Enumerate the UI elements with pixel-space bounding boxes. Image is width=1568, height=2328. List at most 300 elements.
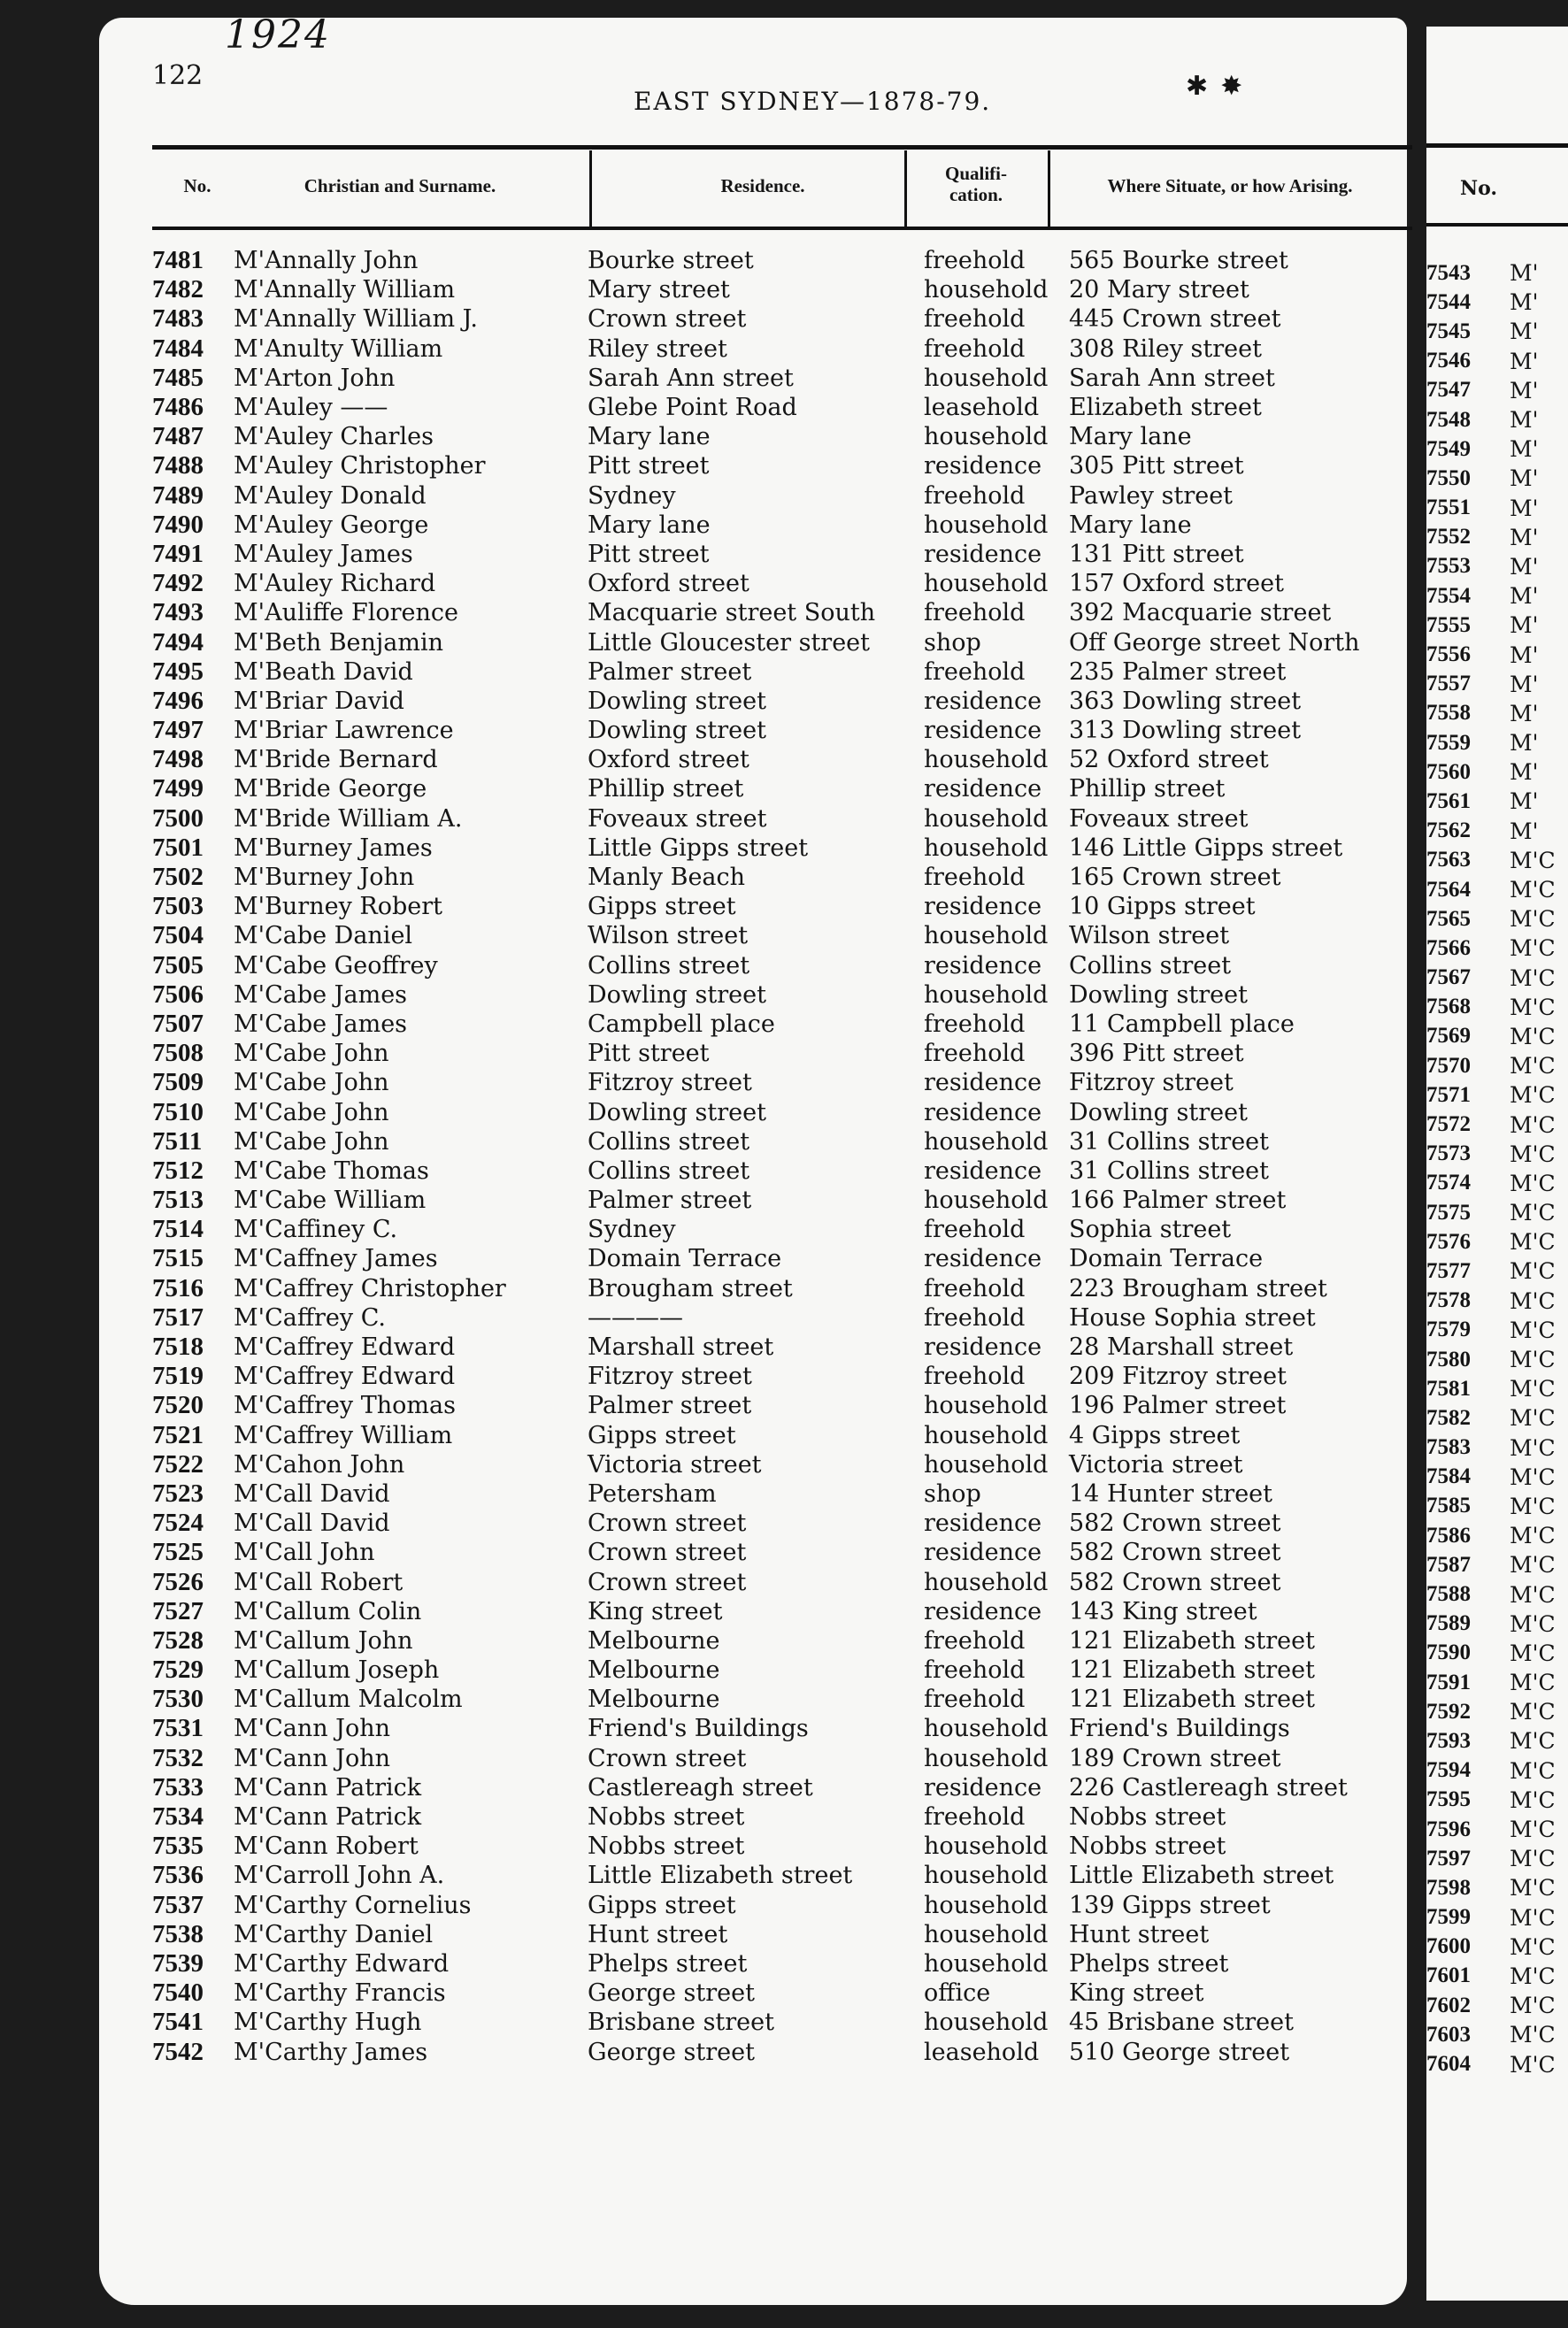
residence: Victoria street: [588, 1450, 762, 1479]
where-situate: 146 Little Gipps street: [1069, 834, 1343, 862]
entry-number: 7495: [152, 657, 204, 686]
qualification: residence: [924, 687, 1042, 715]
residence: Collins street: [588, 1156, 750, 1185]
qualification: shop: [924, 628, 981, 657]
entry-number: 7526: [152, 1567, 204, 1596]
entry-number: 7523: [152, 1479, 204, 1508]
header-top-rule: [152, 145, 1412, 150]
where-situate: 392 Macquarie street: [1069, 599, 1332, 627]
entry-number: 7490: [152, 510, 204, 539]
voter-name: M'Caffney James: [234, 1245, 438, 1273]
adjacent-name-fragment: M'C: [1510, 877, 1556, 903]
adjacent-row: [1426, 1991, 1568, 2020]
where-situate: Hunt street: [1069, 1920, 1210, 1948]
adjacent-row: [1426, 288, 1568, 317]
adjacent-row: [1426, 1639, 1568, 1668]
adjacent-name-fragment: M'C: [1510, 1111, 1556, 1138]
qualification: household: [924, 1949, 1049, 1978]
residence: Fitzroy street: [588, 1069, 752, 1097]
where-situate: 582 Crown street: [1069, 1510, 1281, 1538]
entry-number: 7497: [152, 716, 204, 745]
adjacent-entry-number: 7546: [1426, 349, 1471, 373]
table-row: [152, 804, 1426, 834]
table-row: [152, 1861, 1426, 1890]
residence: Gipps street: [588, 1421, 736, 1449]
where-situate: 131 Pitt street: [1069, 540, 1244, 568]
adjacent-entry-number: 7573: [1426, 1141, 1471, 1166]
entry-number: 7511: [152, 1126, 203, 1156]
voter-name: M'Bride George: [234, 775, 427, 803]
table-row: [152, 1891, 1426, 1920]
voter-name: M'Cabe John: [234, 1127, 389, 1156]
adjacent-row: [1426, 1668, 1568, 1697]
residence: Little Gipps street: [588, 834, 809, 862]
entry-number: 7510: [152, 1097, 204, 1126]
qualification: freehold: [924, 1363, 1026, 1391]
voter-name: M'Bride William A.: [234, 804, 463, 833]
residence: Dowling street: [588, 1098, 766, 1126]
voter-name: M'Cabe John: [234, 1040, 389, 1068]
adjacent-row: [1426, 1815, 1568, 1844]
voter-name: M'Cann Robert: [234, 1832, 419, 1861]
where-situate: 20 Mary street: [1069, 276, 1249, 304]
voter-name: M'Call John: [234, 1539, 375, 1567]
qualification: freehold: [924, 1626, 1026, 1655]
where-situate: 209 Fitzroy street: [1069, 1363, 1287, 1391]
table-row: [152, 951, 1426, 980]
voter-name: M'Cann John: [234, 1715, 391, 1743]
where-situate: Phillip street: [1069, 775, 1226, 803]
adjacent-entry-number: 7570: [1426, 1053, 1471, 1078]
adjacent-name-fragment: M'C: [1510, 1082, 1556, 1109]
table-row: [152, 1068, 1426, 1097]
adjacent-name-fragment: M'C: [1510, 1963, 1556, 1989]
where-situate: 10 Gipps street: [1069, 893, 1256, 921]
where-situate: Sarah Ann street: [1069, 364, 1275, 392]
entry-number: 7542: [152, 2037, 204, 2066]
header-qualification: Qualifi- cation.: [944, 163, 1007, 205]
table-row: [152, 1597, 1426, 1626]
adjacent-entry-number: 7554: [1426, 583, 1471, 608]
adjacent-row: [1426, 904, 1568, 934]
table-row: [152, 1127, 1426, 1156]
entry-number: 7531: [152, 1714, 204, 1743]
adjacent-name-fragment: M': [1510, 553, 1539, 580]
adjacent-header-bottom-rule: [1426, 223, 1568, 227]
qualification: freehold: [924, 1274, 1026, 1302]
adjacent-entry-number: 7601: [1426, 1963, 1471, 1988]
where-situate: 363 Dowling street: [1069, 687, 1302, 715]
voter-name: M'Auley ——: [234, 394, 388, 422]
adjacent-name-fragment: M'C: [1510, 1933, 1556, 1960]
residence: Fitzroy street: [588, 1363, 752, 1391]
table-row: [152, 1626, 1426, 1656]
adjacent-entry-number: 7567: [1426, 965, 1471, 990]
qualification: household: [924, 1392, 1049, 1420]
voter-name: M'Caffrey C.: [234, 1303, 387, 1332]
adjacent-name-fragment: M'C: [1510, 1699, 1556, 1725]
table-row: [152, 687, 1426, 716]
adjacent-entry-number: 7543: [1426, 260, 1471, 285]
entry-number: 7534: [152, 1802, 204, 1832]
adjacent-name-fragment: M'C: [1510, 994, 1556, 1020]
entry-number: 7519: [152, 1362, 204, 1391]
adjacent-entry-number: 7578: [1426, 1288, 1471, 1313]
adjacent-table-body: [1426, 258, 1568, 2079]
entry-number: 7512: [152, 1156, 204, 1185]
table-row: [152, 2008, 1426, 2037]
adjacent-name-fragment: M': [1510, 612, 1539, 639]
residence: Palmer street: [588, 1187, 752, 1215]
adjacent-entry-number: 7599: [1426, 1905, 1471, 1930]
column-divider: [589, 150, 592, 227]
adjacent-row: [1426, 846, 1568, 875]
voter-name: M'Annally William: [234, 276, 456, 304]
residence: Collins street: [588, 1127, 750, 1156]
adjacent-row: [1426, 1287, 1568, 1316]
adjacent-entry-number: 7582: [1426, 1405, 1471, 1430]
adjacent-row: [1426, 817, 1568, 846]
where-situate: 396 Pitt street: [1069, 1040, 1244, 1068]
where-situate: 121 Elizabeth street: [1069, 1656, 1315, 1685]
voter-name: M'Callum Malcolm: [234, 1686, 463, 1714]
adjacent-name-fragment: M': [1510, 524, 1539, 550]
where-situate: Nobbs street: [1069, 1803, 1226, 1832]
adjacent-entry-number: 7579: [1426, 1318, 1471, 1342]
adjacent-name-fragment: M': [1510, 730, 1539, 757]
residence: Campbell place: [588, 1010, 775, 1038]
voter-name: M'Call David: [234, 1510, 390, 1538]
table-row: [152, 1479, 1426, 1509]
entry-number: 7505: [152, 950, 204, 980]
qualification: household: [924, 1920, 1049, 1948]
adjacent-row: [1426, 1110, 1568, 1139]
qualification: household: [924, 1421, 1049, 1449]
entry-number: 7508: [152, 1039, 204, 1068]
adjacent-entry-number: 7589: [1426, 1611, 1471, 1636]
entry-number: 7496: [152, 686, 204, 715]
voter-name: M'Carthy Hugh: [234, 2009, 422, 2037]
adjacent-row: [1426, 757, 1568, 787]
qualification: freehold: [924, 1216, 1026, 1244]
residence: Manly Beach: [588, 864, 746, 892]
residence: Little Gloucester street: [588, 628, 871, 657]
voter-name: M'Auley Richard: [234, 570, 436, 598]
adjacent-entry-number: 7598: [1426, 1875, 1471, 1900]
voter-name: M'Auley George: [234, 511, 429, 539]
entry-number: 7499: [152, 774, 204, 803]
qualification: household: [924, 1715, 1049, 1743]
residence: Riley street: [588, 334, 727, 363]
adjacent-name-fragment: M': [1510, 465, 1539, 492]
adjacent-row: [1426, 1198, 1568, 1227]
adjacent-row: [1426, 934, 1568, 963]
voter-name: M'Cabe Daniel: [234, 922, 413, 950]
voter-name: M'Auley James: [234, 540, 413, 568]
qualification: leasehold: [924, 2038, 1040, 2066]
adjacent-row: [1426, 376, 1568, 405]
where-situate: 313 Dowling street: [1069, 717, 1302, 745]
where-situate: Nobbs street: [1069, 1832, 1226, 1861]
qualification: residence: [924, 1156, 1042, 1185]
adjacent-row: [1426, 964, 1568, 993]
residence: Palmer street: [588, 1392, 752, 1420]
qualification: household: [924, 746, 1049, 774]
entry-number: 7525: [152, 1538, 204, 1567]
qualification: freehold: [924, 1303, 1026, 1332]
entry-number: 7500: [152, 803, 204, 833]
adjacent-name-fragment: M'C: [1510, 1875, 1556, 1902]
entry-number: 7488: [152, 451, 204, 480]
table-row: [152, 1920, 1426, 1949]
adjacent-row: [1426, 1932, 1568, 1962]
residence: Friend's Buildings: [588, 1715, 809, 1743]
entry-number: 7498: [152, 745, 204, 774]
where-situate: 196 Palmer street: [1069, 1392, 1287, 1420]
table-row: [152, 1156, 1426, 1186]
where-situate: 45 Brisbane street: [1069, 2009, 1294, 2037]
where-situate: Elizabeth street: [1069, 394, 1262, 422]
entry-number: 7541: [152, 2008, 204, 2037]
adjacent-name-fragment: M'C: [1510, 1053, 1556, 1079]
voter-name: M'Anulty William: [234, 334, 443, 363]
table-row: [152, 1010, 1426, 1039]
table-row: [152, 540, 1426, 569]
residence: Collins street: [588, 951, 750, 980]
qualification: freehold: [924, 481, 1026, 510]
entry-number: 7484: [152, 334, 204, 363]
entry-number: 7492: [152, 569, 204, 598]
adjacent-name-fragment: M': [1510, 319, 1539, 345]
adjacent-name-fragment: M'C: [1510, 964, 1556, 991]
qualification: shop: [924, 1479, 981, 1508]
voter-name: M'Arton John: [234, 364, 396, 392]
table-row: [152, 481, 1426, 511]
residence: Hunt street: [588, 1920, 728, 1948]
qualification: freehold: [924, 334, 1026, 363]
adjacent-row: [1426, 1433, 1568, 1463]
table-row: [152, 1333, 1426, 1362]
adjacent-row: [1426, 464, 1568, 493]
where-situate: Sophia street: [1069, 1216, 1232, 1244]
adjacent-entry-number: 7544: [1426, 289, 1471, 314]
where-situate: Foveaux street: [1069, 804, 1249, 833]
voter-name: M'Briar David: [234, 687, 404, 715]
adjacent-entry-number: 7577: [1426, 1258, 1471, 1283]
table-row: [152, 1832, 1426, 1861]
residence: Wilson street: [588, 922, 749, 950]
table-row: [152, 1391, 1426, 1420]
adjacent-row: [1426, 258, 1568, 288]
residence: Little Elizabeth street: [588, 1862, 853, 1890]
adjacent-entry-number: 7574: [1426, 1171, 1471, 1195]
adjacent-row: [1426, 1403, 1568, 1433]
residence: Castlereagh street: [588, 1773, 813, 1802]
where-situate: 582 Crown street: [1069, 1568, 1281, 1596]
table-row: [152, 1744, 1426, 1773]
adjacent-row: [1426, 581, 1568, 611]
entry-number: 7532: [152, 1743, 204, 1772]
voter-name: M'Bride Bernard: [234, 746, 438, 774]
adjacent-row: [1426, 1521, 1568, 1550]
table-row: [152, 1567, 1426, 1596]
voter-name: M'Cabe William: [234, 1187, 427, 1215]
residence: Pitt street: [588, 1040, 710, 1068]
where-situate: 4 Gipps street: [1069, 1421, 1241, 1449]
adjacent-name-fragment: M'C: [1510, 1464, 1556, 1490]
adjacent-name-fragment: M': [1510, 289, 1539, 316]
where-situate: 143 King street: [1069, 1597, 1257, 1625]
entry-number: 7503: [152, 892, 204, 921]
adjacent-entry-number: 7596: [1426, 1817, 1471, 1841]
adjacent-entry-number: 7572: [1426, 1112, 1471, 1137]
adjacent-row: [1426, 1903, 1568, 1932]
entry-number: 7493: [152, 598, 204, 627]
entry-number: 7485: [152, 363, 204, 392]
adjacent-row: [1426, 1756, 1568, 1786]
table-row: [152, 774, 1426, 803]
table-row: [152, 1714, 1426, 1743]
qualification: household: [924, 922, 1049, 950]
voter-name: M'Annally William J.: [234, 305, 478, 334]
residence: Glebe Point Road: [588, 394, 797, 422]
adjacent-name-fragment: M'C: [1510, 1581, 1556, 1608]
voter-name: M'Cabe Thomas: [234, 1156, 429, 1185]
adjacent-entry-number: 7588: [1426, 1582, 1471, 1607]
running-title: EAST SYDNEY—1878-79.: [634, 87, 992, 116]
adjacent-entry-number: 7604: [1426, 2052, 1471, 2077]
where-situate: Dowling street: [1069, 980, 1248, 1009]
table-row: [152, 275, 1426, 304]
adjacent-name-fragment: M'C: [1510, 935, 1556, 962]
table-row: [152, 364, 1426, 393]
adjacent-name-fragment: M'C: [1510, 1317, 1556, 1343]
qualification: household: [924, 1744, 1049, 1772]
adjacent-name-fragment: M': [1510, 377, 1539, 403]
adjacent-entry-number: 7593: [1426, 1728, 1471, 1753]
adjacent-entry-number: 7595: [1426, 1787, 1471, 1812]
adjacent-entry-number: 7600: [1426, 1934, 1471, 1959]
adjacent-row: [1426, 523, 1568, 552]
table-row: [152, 2037, 1426, 2066]
residence: Palmer street: [588, 657, 752, 686]
header-no: No.: [183, 175, 211, 196]
voter-name: M'Cann John: [234, 1744, 391, 1772]
adjacent-entry-number: 7549: [1426, 436, 1471, 461]
qualification: household: [924, 1891, 1049, 1919]
adjacent-name-fragment: M': [1510, 260, 1539, 287]
adjacent-entry-number: 7602: [1426, 1993, 1471, 2017]
ink-blot-ornament: ✱✸: [1186, 71, 1256, 102]
where-situate: 165 Crown street: [1069, 864, 1281, 892]
where-situate: 226 Castlereagh street: [1069, 1773, 1348, 1802]
adjacent-name-fragment: M'C: [1510, 1904, 1556, 1931]
residence: Mary street: [588, 276, 730, 304]
qualification: freehold: [924, 247, 1026, 275]
where-situate: 582 Crown street: [1069, 1539, 1281, 1567]
adjacent-name-fragment: M': [1510, 642, 1539, 668]
adjacent-row: [1426, 1316, 1568, 1345]
voter-name: M'Beth Benjamin: [234, 628, 444, 657]
qualification: office: [924, 1979, 991, 2008]
where-situate: Mary lane: [1069, 511, 1192, 539]
qualification: residence: [924, 951, 1042, 980]
adjacent-name-fragment: M'C: [1510, 1141, 1556, 1167]
where-situate: 223 Brougham street: [1069, 1274, 1327, 1302]
table-row: [152, 921, 1426, 950]
entry-number: 7514: [152, 1215, 204, 1244]
adjacent-name-fragment: M'C: [1510, 1493, 1556, 1519]
where-situate: Collins street: [1069, 951, 1232, 980]
adjacent-entry-number: 7563: [1426, 848, 1471, 872]
table-row: [152, 1949, 1426, 1978]
where-situate: Mary lane: [1069, 423, 1192, 451]
adjacent-name-fragment: M'C: [1510, 1640, 1556, 1666]
table-row: [152, 1244, 1426, 1273]
adjacent-row: [1426, 1374, 1568, 1403]
table-row: [152, 1773, 1426, 1802]
adjacent-row: [1426, 1256, 1568, 1286]
adjacent-entry-number: 7551: [1426, 496, 1471, 520]
residence: Foveaux street: [588, 804, 767, 833]
residence: Crown street: [588, 305, 747, 334]
qualification: household: [924, 1862, 1049, 1890]
adjacent-row: [1426, 1697, 1568, 1726]
adjacent-entry-number: 7553: [1426, 554, 1471, 579]
entry-number: 7522: [152, 1449, 204, 1479]
adjacent-name-fragment: M'C: [1510, 1376, 1556, 1402]
residence: Crown street: [588, 1510, 747, 1538]
adjacent-row: [1426, 434, 1568, 464]
voter-name: M'Caffrey William: [234, 1421, 453, 1449]
qualification: residence: [924, 540, 1042, 568]
adjacent-page-edge: [1426, 27, 1568, 2301]
adjacent-row: [1426, 2020, 1568, 2049]
table-row: [152, 716, 1426, 745]
voter-table-body: [152, 246, 1426, 2067]
adjacent-entry-number: 7592: [1426, 1699, 1471, 1724]
adjacent-entry-number: 7550: [1426, 465, 1471, 490]
adjacent-name-fragment: M': [1510, 818, 1539, 844]
qualification: household: [924, 804, 1049, 833]
adjacent-name-fragment: M'C: [1510, 1817, 1556, 1843]
table-row: [152, 1039, 1426, 1068]
voter-name: M'Carthy James: [234, 2038, 428, 2066]
qualification: freehold: [924, 1686, 1026, 1714]
voter-name: M'Carthy Edward: [234, 1949, 450, 1978]
adjacent-name-fragment: M'C: [1510, 1786, 1556, 1813]
table-row: [152, 451, 1426, 480]
adjacent-name-fragment: M'C: [1510, 1023, 1556, 1049]
adjacent-entry-number: 7565: [1426, 906, 1471, 931]
where-situate: 121 Elizabeth street: [1069, 1626, 1315, 1655]
adjacent-name-fragment: M'C: [1510, 1347, 1556, 1373]
voter-name: M'Burney Robert: [234, 893, 443, 921]
adjacent-row: [1426, 699, 1568, 728]
adjacent-name-fragment: M': [1510, 759, 1539, 786]
adjacent-entry-number: 7561: [1426, 788, 1471, 813]
residence: Petersham: [588, 1479, 717, 1508]
residence: Oxford street: [588, 570, 749, 598]
adjacent-name-fragment: M'C: [1510, 2022, 1556, 2048]
qualification: freehold: [924, 864, 1026, 892]
adjacent-name-fragment: M'C: [1510, 1728, 1556, 1755]
adjacent-row: [1426, 728, 1568, 757]
voter-name: M'Beath David: [234, 657, 413, 686]
residence: Pitt street: [588, 452, 710, 480]
voter-name: M'Callum Colin: [234, 1597, 422, 1625]
adjacent-entry-number: 7556: [1426, 642, 1471, 667]
